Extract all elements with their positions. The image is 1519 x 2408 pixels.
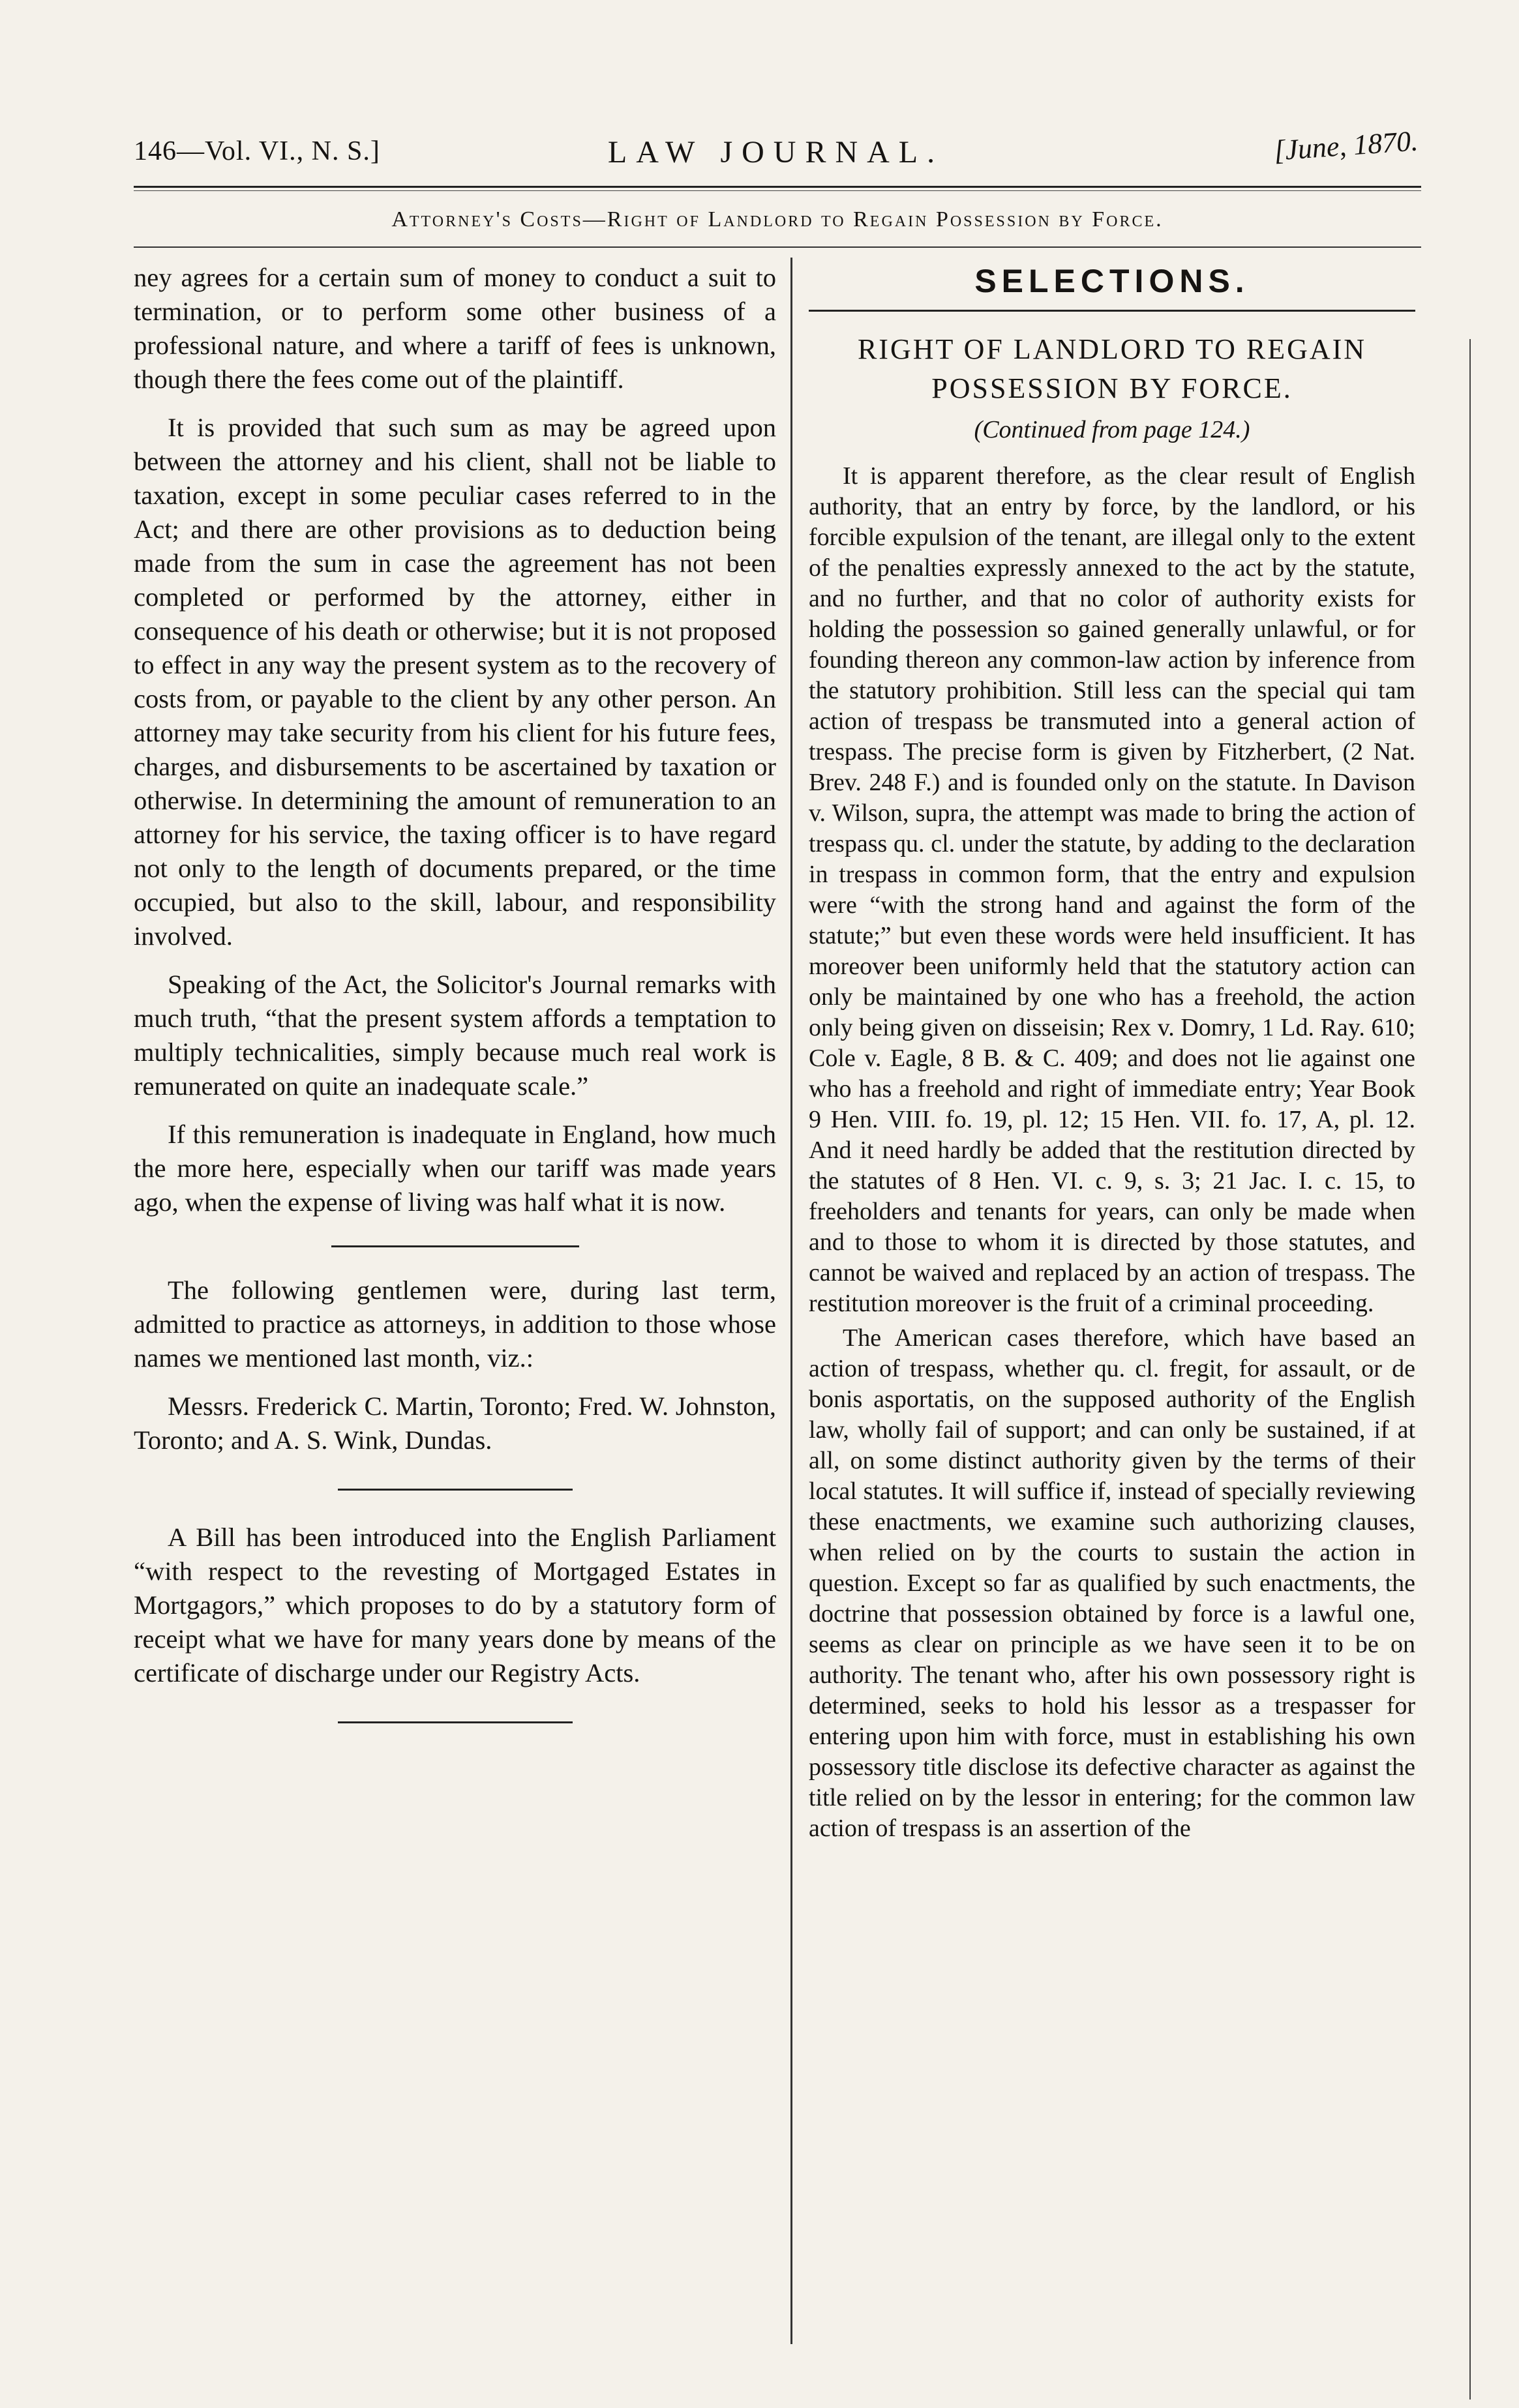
- paragraph: ney agrees for a certain sum of money to conduct a suit to termination, or to perform some other business of a professional nature, and where a tariff of fees is unknown, though there the fees come out of the plaintiff.: [134, 263, 776, 394]
- article-title-line: RIGHT OF LANDLORD TO REGAIN: [857, 333, 1367, 365]
- page-edge-rule: [1469, 339, 1471, 2400]
- separator-rule: [338, 1721, 573, 1723]
- running-head: [134, 125, 1419, 181]
- header-rule: [134, 186, 1421, 188]
- article-paragraph: The American cases therefore, which have based an action of trespass, whether qu. cl. fregit, for assault, or de bonis asportatis, on the supposed authority of the English law, wholly fail of support; and can only be sustained, if at all, on some distinct authority given by the terms of their local statutes. It will suffice if, instead of specially reviewing these enactments, we examine such authorizing clauses, when relied on by the courts to sustain the action in question. Except so far as qualified by such enactments, the doctrine that possession obtained by force is a lawful one, seems as clear on principle as we have seen it to be on authority. The tenant who, after his own possessory right is determined, seeks to hold his lessor as a trespasser for entering upon him with force, must in establishing his own possessory title disclose its defective character as against the title relied on by the lessor in entering; for the common law action of trespass is an assertion of the: [809, 1324, 1415, 1842]
- issue-date: [June, 1870.: [1272, 125, 1419, 167]
- journal-title: LAW JOURNAL.: [607, 135, 944, 170]
- header-rule-thin: [134, 190, 1421, 191]
- paragraph: If this remuneration is inadequate in England, how much the more here, especially when our tariff was made years ago, when the expense of living was half what it is now.: [134, 1120, 776, 1217]
- page-subhead: Attorney's Costs—Right of Landlord to Regain Possession by Force.: [391, 207, 1164, 231]
- bill-paragraph: A Bill has been introduced into the English Parliament “with respect to the revesting of Mortgaged Estates in Mortgagors,” which proposes to do by a statutory form of receipt what we have for many years done by means of the certificate of discharge under our Registry Acts.: [134, 1523, 776, 1687]
- subhead-rule: [134, 246, 1421, 248]
- notice-paragraph: The following gentlemen were, during last term, admitted to practice as attorneys, in addition to those whose names we mentioned last month, viz.:: [134, 1275, 776, 1373]
- column-divider: [790, 258, 792, 2344]
- continued-note: (Continued from page 124.): [974, 416, 1250, 443]
- section-title: SELECTIONS.: [974, 263, 1250, 299]
- paragraph: Speaking of the Act, the Solicitor's Journal remarks with much truth, “that the present system affords a temptation to multiply technicalities, simply because much real work is remunerated on quite an inadequate scale.”: [134, 970, 776, 1101]
- page-volume-label: 146—Vol. VI., N. S.]: [134, 136, 380, 166]
- names-paragraph: Messrs. Frederick C. Martin, Toronto; Fred. W. Johnston, Toronto; and A. S. Wink, Dundas.: [134, 1391, 776, 1455]
- section-rule: [809, 310, 1415, 312]
- paragraph: It is provided that such sum as may be agreed upon between the attorney and his client, shall not be liable to taxation, except in some peculiar cases referred to in the Act; and there are other provisions as to deduction being made from the sum in case the agreement has not been completed or performed by the attorney, either in consequence of his death or otherwise; but it is not proposed to effect in any way the present system as to the recovery of costs from, or payable to the client by any other person. An attorney may take security from his client for his future fees, charges, and disbursements to be ascertained by taxation or otherwise. In determining the amount of remuneration to an attorney for his service, the taxing officer is to have regard not only to the length of documents prepared, or the time occupied, but also to the skill, labour, and responsibility involved.: [134, 413, 776, 951]
- left-column: [134, 261, 776, 1753]
- separator-rule: [331, 1245, 579, 1247]
- separator-rule: [338, 1489, 573, 1491]
- article-title-line: POSSESSION BY FORCE.: [931, 372, 1293, 404]
- article-title: [809, 330, 1415, 408]
- article-paragraph: It is apparent therefore, as the clear result of English authority, that an entry by force, by the landlord, or his forcible expulsion of the tenant, are illegal only to the extent of the penalties expressly annexed to the act by the statute, and no further, and that no color of authority exists for holding the possession so gained generally unlawful, or for founding thereon any common-law action by inference from the statutory prohibition. Still less can the special qui tam action of trespass be transmuted into a general action of trespass. The precise form is given by Fitzherbert, (2 Nat. Brev. 248 F.) and is founded only on the statute. In Davison v. Wilson, supra, the attempt was made to bring the action of trespass qu. cl. under the statute, by adding to the declaration in trespass in common form, that the entry and expulsion were “with the strong hand and against the form of the statute;” but even these words were held insufficient. It has moreover been uniformly held that the statutory action can only be maintained by one who has a freehold, the action only being given on disseisin; Rex v. Domry, 1 Ld. Ray. 610; Cole v. Eagle, 8 B. & C. 409; and does not lie against one who has a freehold and right of immediate entry; Year Book 9 Hen. VIII. fo. 19, pl. 12; 15 Hen. VII. fo. 17, A, pl. 12. And it need hardly be added that the restitution directed by the statutes of 8 Hen. VI. c. 9, s. 3; 21 Jac. I. c. 15, to freeholders and tenants for years, can only be made when and to those to whom it is directed by those statutes, and cannot be waived and replaced by an action of trespass. The restitution moreover is the fruit of a criminal proceeding.: [809, 462, 1415, 1317]
- right-column: [809, 261, 1415, 1848]
